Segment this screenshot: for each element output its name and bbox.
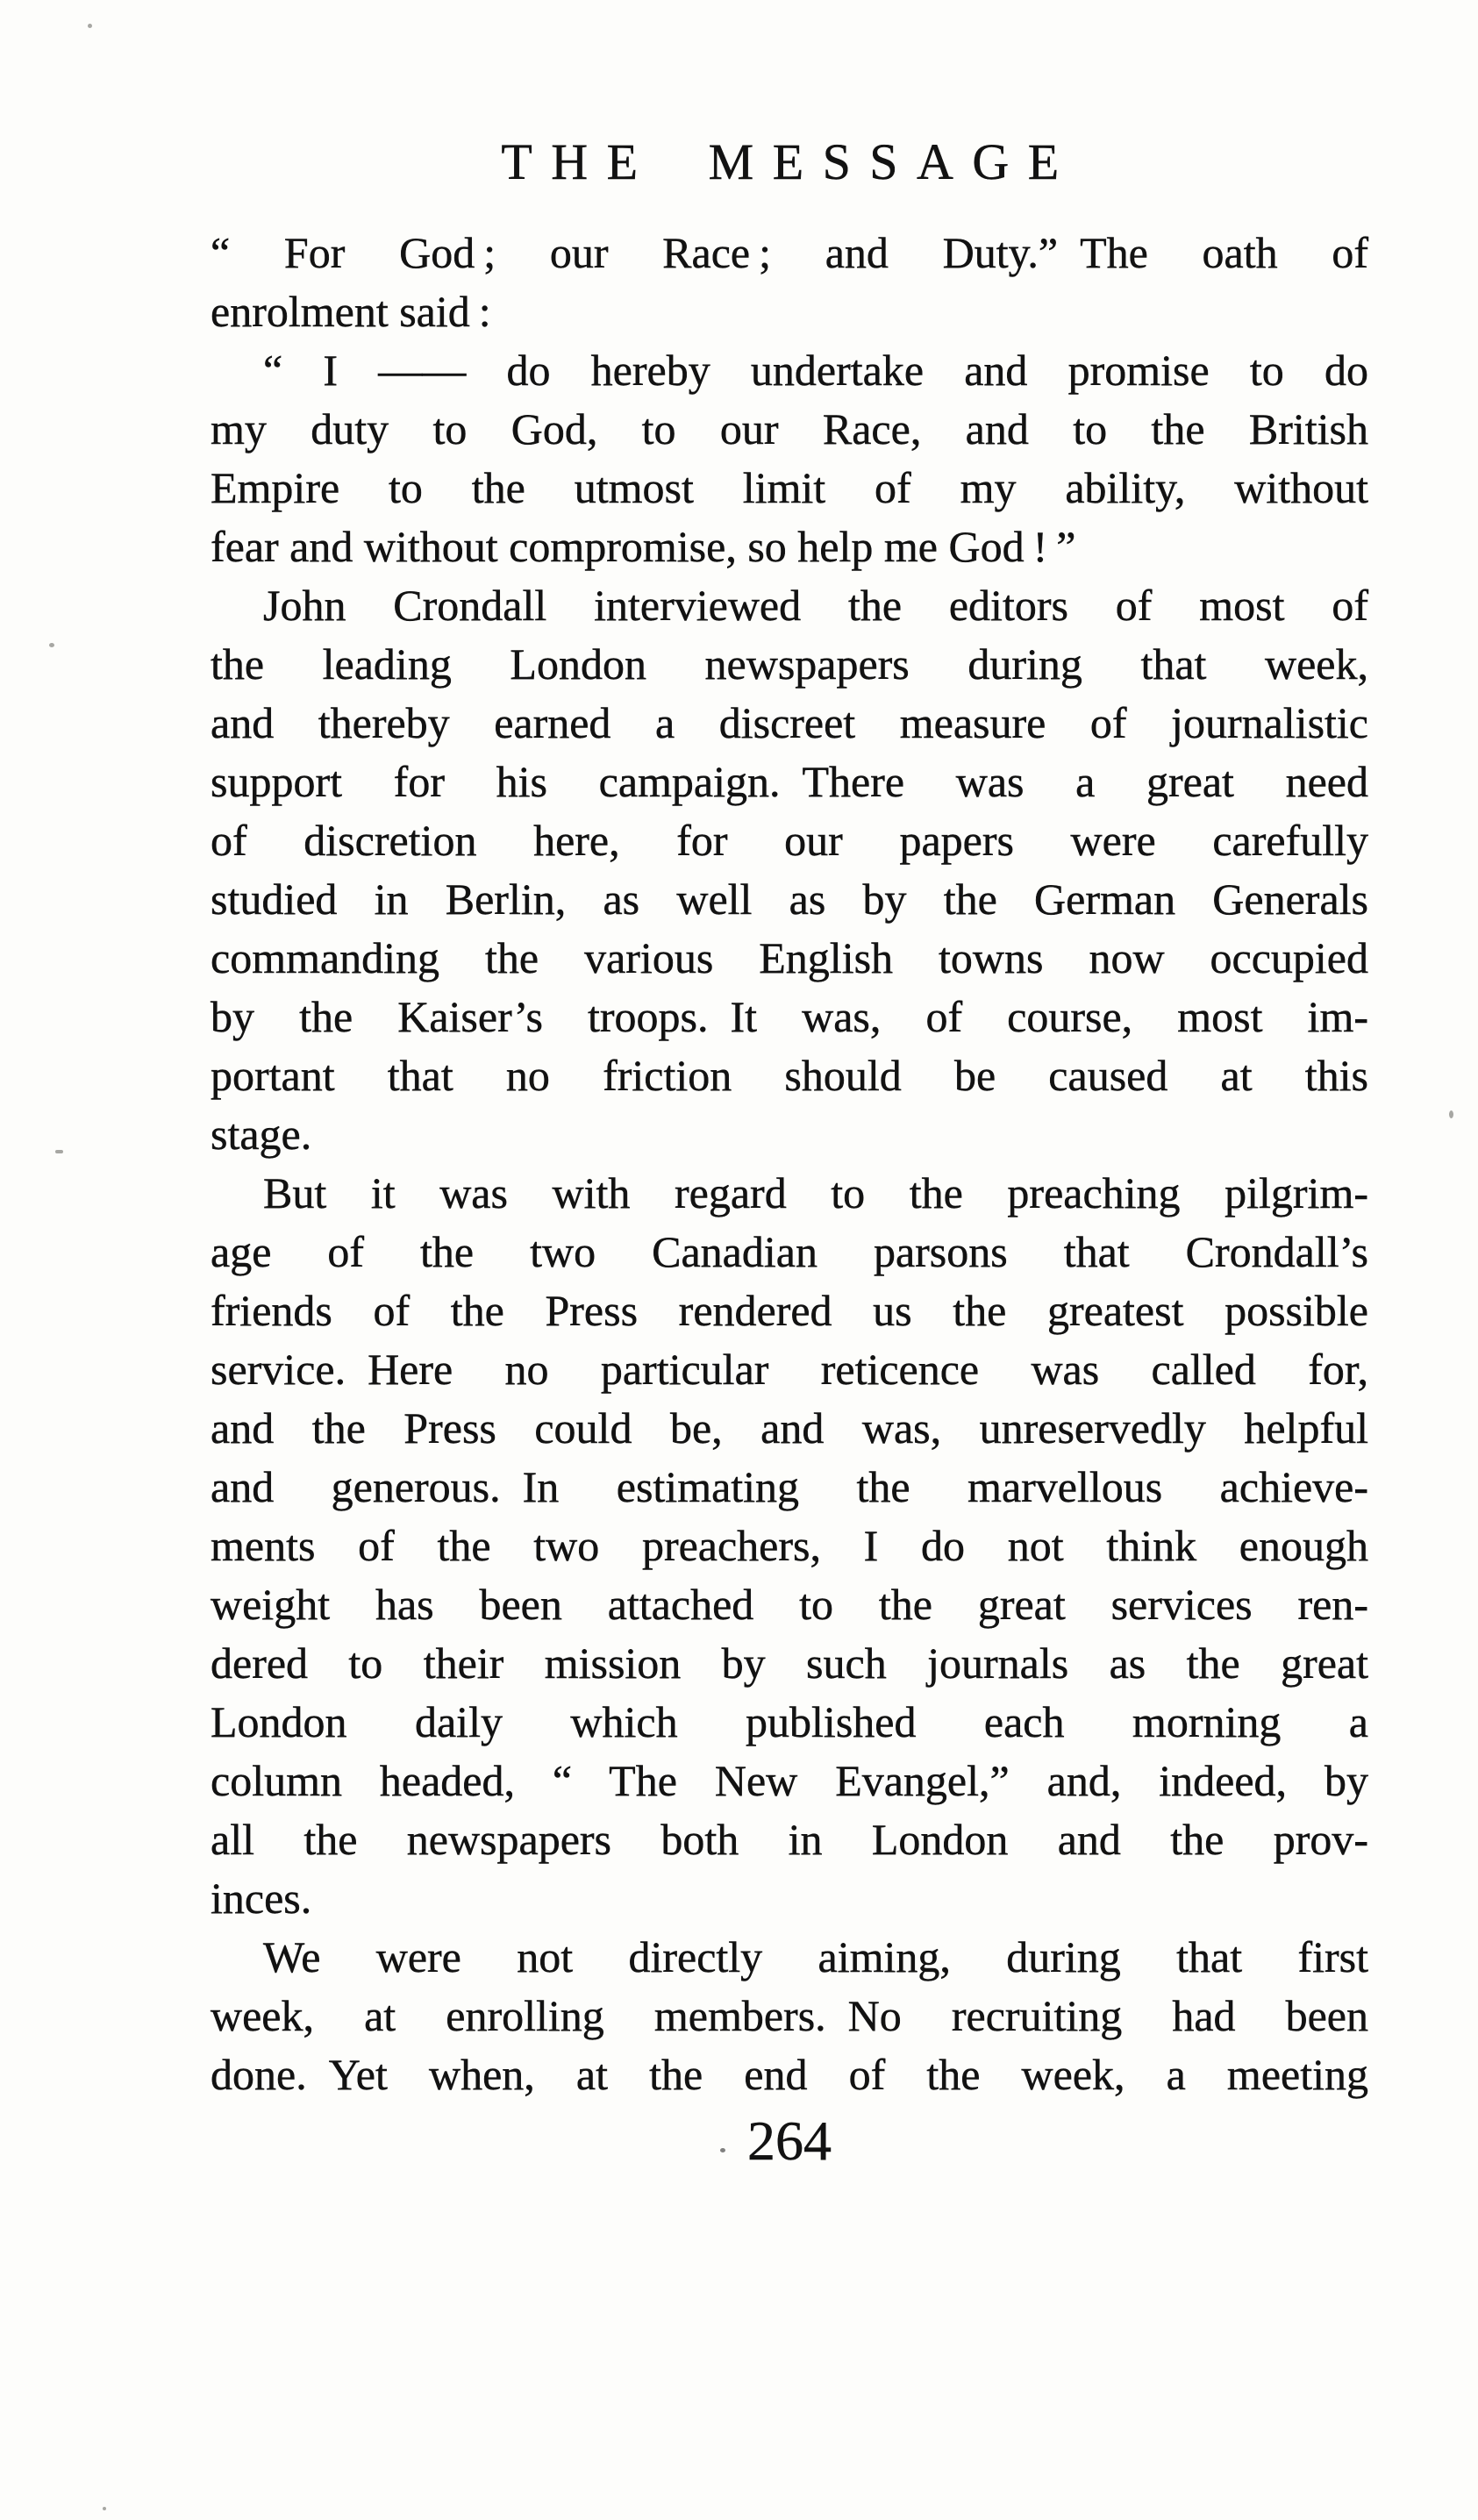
text-line: by the Kaiser’s troops. It was, of course, most im- (211, 992, 1368, 1041)
text-line: age of the two Canadian parsons that Crondall’s (211, 1227, 1368, 1276)
text-line: weight has been attached to the great services ren- (211, 1580, 1368, 1629)
text-line: week, at enrolling members. No recruiting had been (211, 1991, 1368, 2040)
text-line: dered to their mission by such journals as the great (211, 1638, 1368, 1688)
text-line: inces. (211, 1874, 312, 1923)
text-block (211, 224, 1368, 2104)
text-line: stage. (211, 1110, 312, 1159)
text-line: enrolment said : (211, 287, 491, 336)
text-line: the leading London newspapers during that week, (211, 639, 1368, 689)
text-line: studied in Berlin, as well as by the German Generals (211, 875, 1368, 924)
text-line: portant that no friction should be caused at this (211, 1051, 1368, 1100)
text-line: support for his campaign. There was a great need (211, 757, 1368, 806)
text-line: commanding the various English towns now occupied (211, 933, 1368, 982)
text-line: ments of the two preachers, I do not think enough (211, 1521, 1368, 1570)
text-line: friends of the Press rendered us the greatest possible (211, 1286, 1368, 1335)
scan-speck (55, 1150, 63, 1153)
text-line: of discretion here, for our papers were carefully (211, 816, 1368, 865)
text-line: service. Here no particular reticence was called for, (211, 1345, 1368, 1394)
page-title: THE MESSAGE (501, 133, 1078, 190)
text-line: London daily which published each morning a (211, 1697, 1368, 1746)
scan-speck (720, 2148, 725, 2152)
scan-speck (49, 643, 54, 647)
text-line: column headed, “ The New Evangel,” and, indeed, by (211, 1756, 1368, 1805)
text-line: my duty to God, to our Race, and to the British (211, 404, 1368, 453)
page-number: 264 (747, 2110, 832, 2172)
text-line: “ For God ; our Race ; and Duty.” The oath of (211, 228, 1368, 277)
scan-speck (1449, 1110, 1453, 1118)
scan-speck (88, 24, 92, 28)
text-line: fear and without compromise, so help me God ! ” (211, 522, 1076, 571)
text-line: We were not directly aiming, during that first (263, 1932, 1368, 1981)
text-line: all the newspapers both in London and the prov- (211, 1815, 1368, 1864)
text-line: But it was with regard to the preaching pilgrim- (263, 1168, 1368, 1217)
text-line: “ I —— do hereby undertake and promise to do (263, 346, 1368, 395)
text-line: Empire to the utmost limit of my ability, without (211, 463, 1368, 512)
text-line: and the Press could be, and was, unreservedly helpful (211, 1403, 1368, 1453)
text-line: and generous. In estimating the marvellous achieve- (211, 1462, 1368, 1511)
text-line: John Crondall interviewed the editors of most of (263, 581, 1368, 630)
text-line: done. Yet when, at the end of the week, a meeting (211, 2050, 1368, 2099)
scan-speck (103, 2507, 106, 2510)
text-line: and thereby earned a discreet measure of journalistic (211, 698, 1368, 747)
